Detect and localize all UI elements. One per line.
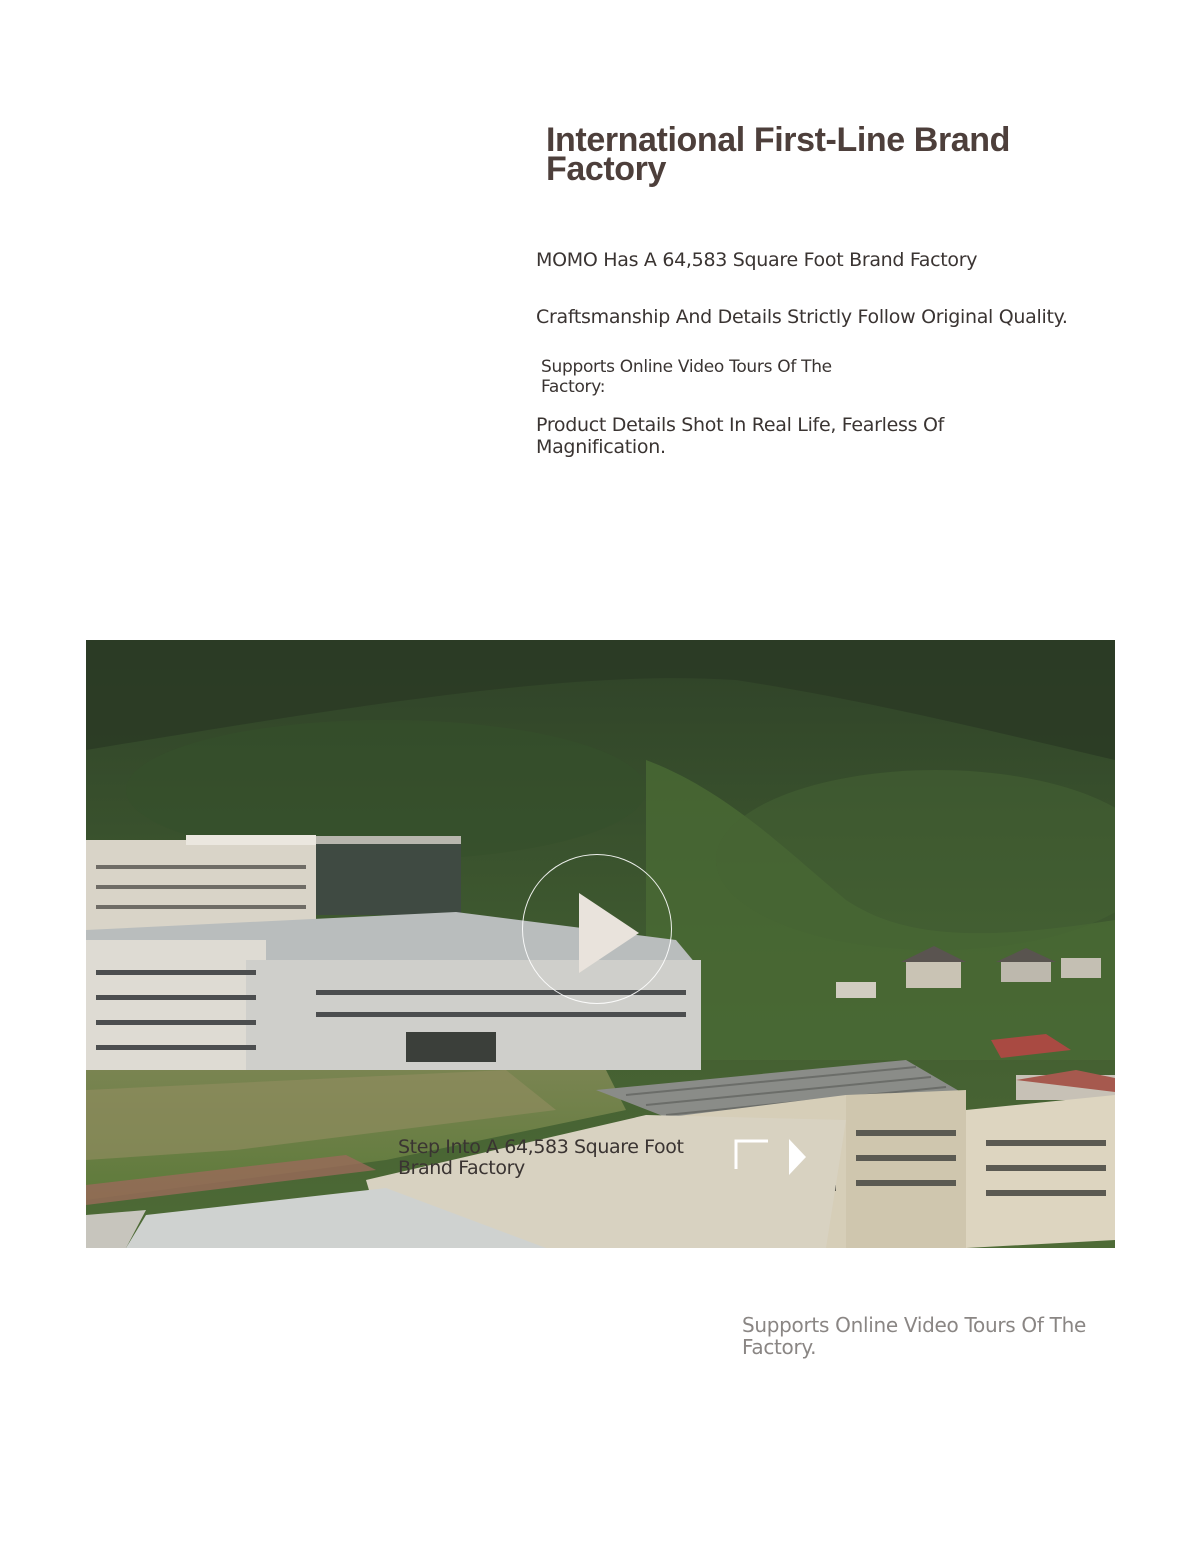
video-caption: Step Into A 64,583 Square Foot Brand Factory [398, 1136, 684, 1179]
feature-video-tours: Supports Online Video Tours Of The Factory: [541, 357, 832, 397]
bottom-note: Supports Online Video Tours Of The Factory. [742, 1313, 1086, 1359]
feature-real-life-photos: Product Details Shot In Real Life, Fearless Of Magnification. [536, 414, 944, 458]
page-title: International First-Line Brand Factory [546, 121, 1011, 188]
play-button[interactable] [522, 854, 672, 1004]
feature-factory-size: MOMO Has A 64,583 Square Foot Brand Factory [536, 249, 978, 271]
factory-video[interactable] [86, 640, 1115, 1248]
play-icon [579, 893, 639, 973]
arrow-right-icon[interactable] [732, 1137, 812, 1177]
feature-craftsmanship: Craftsmanship And Details Strictly Follow Original Quality. [536, 306, 1068, 328]
